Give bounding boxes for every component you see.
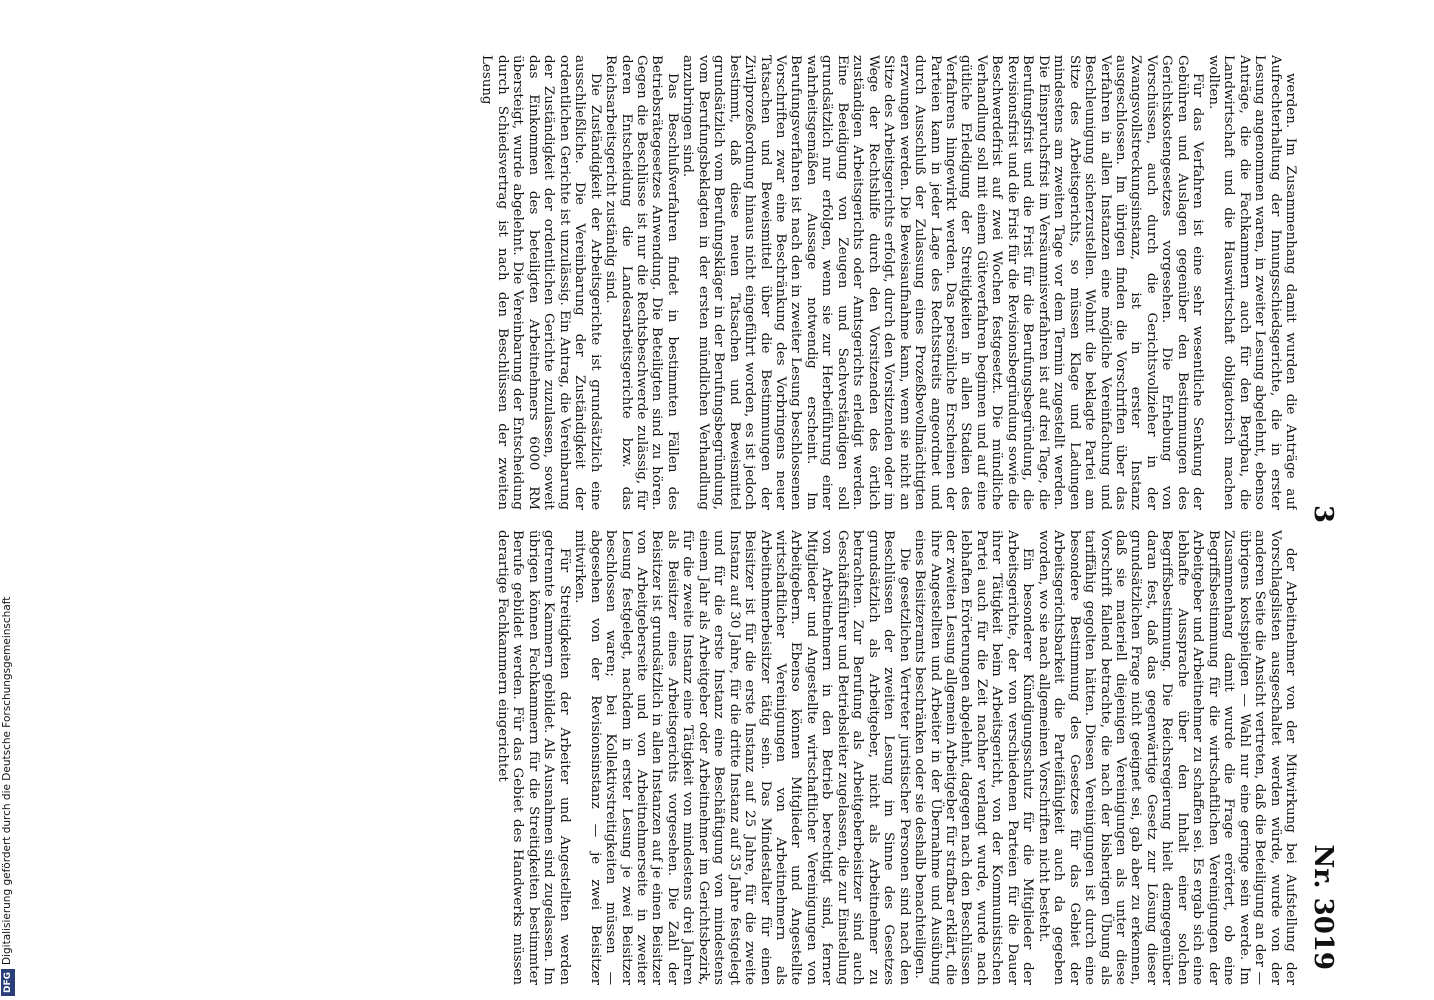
funding-sidebar	[0, 0, 14, 1000]
page-number: 3	[1308, 505, 1338, 524]
funding-note: Digitalisierung gefördert durch die Deutsche Forschungsgemeinschaft	[1, 596, 13, 965]
text-column-right	[128, 55, 1298, 510]
paragraph: Ein besonderer Kündigungsschutz für die Mitglieder der Arbeitsgerichte, der von verschiedenen Parteien für die Dauer ihrer Tätigkeit beim Arbeitsgericht, von der Kommunistischen Partei auch für die Zeit nachher verlangt wurde, wurde nach lebhaften Erörterungen abgelehnt, dagegen nach den Beschlüssen der zweiten Lesung allgemein Arbeitgeber für strafbar erklärt, die ihre Angestellten und Arbeiter in der Übernahme und Ausübung eines Beisitzeramts beschränken oder sie deshalb benachteiligen.	[912, 530, 1036, 985]
page-header	[1300, 55, 1340, 980]
paragraph: Für Streitigkeiten der Arbeiter und Angestellten werden getrennte Kammern gebildet. Als Ausnahmen sind zugelassen. Im übrigen können Fachkammern für die Streitigkeiten bestimmter Berufe gebildet werden. Für das Gebiet des Handwerks müssen derartige Fachkammern eingerichtet	[494, 530, 572, 985]
paragraph: Die Zuständigkeit der Arbeitsgerichte ist grundsätzlich eine ausschließliche. Die Vereinbarung der Zuständigkeit der ordentlichen Gerichte ist unzulässig. Ein Antrag, die Vereinbarung der Zuständigkeit der ordentlichen Gerichte zuzulassen, soweit das Einkommen des beteiligten Arbeitnehmers 6000 RM übersteigt, wurde abgelehnt. Die Vereinbarung der Entscheidung durch Schiedsvertrag ist nach den Beschlüssen der zweiten Lesung	[479, 55, 603, 510]
paragraph: werden. Im Zusammenhang damit wurden die Anträge auf Aufrechterhaltung der Innungsschiedsgerichte, die in erster Lesung angenommen waren, in zweiter Lesung abgelehnt, ebenso Anträge, die die Fachkammern auch für den Bergbau, die Landwirtschaft und die Hauswirtschaft obligatorisch machen wollten.	[1205, 55, 1298, 510]
paragraph: der Arbeitnehmer von der Mitwirkung bei Aufstellung der Vorschlagslisten ausgeschaltet werden würde, wurde von der anderen Seite die Ansicht vertreten, daß die Beteiligung an der — übrigens kostspieligen — Wahl nur eine geringe sein werde. Im Zusammenhang damit wurde die Frage erörtert, ob eine Begriffsbestimmung für die wirtschaftlichen Vereinigungen der Arbeitgeber und Arbeitnehmer zu schaffen sei. Es ergab sich eine lebhafte Aussprache über den Inhalt einer solchen Begriffsbestimmung. Die Reichsregierung hielt demgegenüber daran fest, daß das gegenwärtige Gesetz zur Lösung dieser grundsätzlichen Frage nicht geeignet sei, gab aber zu erkennen, daß sie materiell diejenigen Vereinigungen als unter diese Vorschrift fallend betrachte, die nach der bisherigen Übung als tariffähig gegolten hätten. Diesen Vereinigungen ist durch eine besondere Bestimmung des Gesetzes für das Gebiet der Arbeitsgerichtsbarkeit die Parteifähigkeit auch da gegeben worden, wo sie nach allgemeinen Vorschriften nicht besteht.	[1035, 530, 1298, 985]
scanned-page	[120, 55, 1340, 985]
text-column-left	[128, 530, 1298, 985]
dfg-logo: DFG	[1, 969, 15, 996]
paragraph: Die gesetzlichen Vertreter juristischer Personen sind nach den Beschlüssen der zweiten Lesung im Sinne des Gesetzes grundsätzlich als Arbeitgeber, nicht als Arbeitnehmer zu betrachten. Zur Berufung als Arbeitgeberbeisitzer sind auch Geschäftsführer und Betriebsleiter zugelassen, die zur Einstellung von Arbeitnehmern in den Betrieb berechtigt sind, ferner Mitglieder und Angestellte wirtschaftlicher Vereinigungen von Arbeitgebern. Ebenso können Mitglieder und Angestellte wirtschaftlicher Vereinigungen von Arbeitnehmern als Arbeitnehmerbeisitzer tätig sein. Das Mindestalter für einen Beisitzer ist für die erste Instanz auf 25 Jahre, für die zweite Instanz auf 30 Jahre, für die dritte Instanz auf 35 Jahre festgelegt und für die erste Instanz eine Beschäftigung von mindestens einem Jahr als Arbeitgeber oder Arbeitnehmer im Gerichtsbezirk, für die zweite Instanz eine Tätigkeit von mindestens drei Jahren als Beisitzer eines Arbeitsgerichts vorgesehen. Die Zahl der Beisitzer ist grundsätzlich in allen Instanzen auf je einen Beisitzer von Arbeitgeberseite und von Arbeitnehmerseite in zweiter Lesung festgelegt, nachdem in erster Lesung je zwei Beisitzer beschlossen waren; bei Kollektivstreitigkeiten müssen — abgesehen von der Revisionsinstanz — je zwei Beisitzer mitwirken.	[572, 530, 912, 985]
paragraph: Für das Verfahren ist eine sehr wesentliche Senkung der Gebühren und Auslagen gegenüber den Bestimmungen des Gerichtskostengesetzes vorgesehen. Die Erhebung von Vorschüssen, auch durch die Gerichtsvollzieher in der Zwangsvollstreckungsinstanz, ist in erster Instanz ausgeschlossen. Im übrigen finden die Vorschriften über das Verfahren in allen Instanzen eine mögliche Vereinfachung und Beschleunigung sicherzustellen. Wohnt die beklagte Partei am Sitze des Arbeitsgerichts, so müssen Klage und Ladungen mindestens am zweiten Tage vor dem Termin zugestellt werden. Die Einspruchsfrist im Versäumnisverfahren ist auf drei Tage, die Berufungsfrist und die Frist für die Berufungsbegründung, die Revisionsfrist und die Frist für die Revisionsbegründung sowie die Beschwerdefrist auf zwei Wochen festgesetzt. Die mündliche Verhandlung soll mit einem Güteverfahren beginnen und auf eine gütliche Erledigung der Streitigkeiten in allen Stadien des Verfahrens hingewirkt werden. Das persönliche Erscheinen der Parteien kann in jeder Lage des Rechtsstreits angeordnet und durch Ausschluß der Zulassung eines Prozeßbevollmächtigten erzwungen werden. Die Beweisaufnahme kann, wenn sie nicht an Sitze des Arbeitsgerichts erfolgt, durch den Vorsitzenden oder im Wege der Rechtshilfe durch den Vorsitzenden des örtlich zuständigen Arbeitsgerichts oder Amtsgerichts erledigt werden. Eine Beeidigung von Zeugen und Sachverständigen soll grundsätzlich nur erfolgen, wenn sie zur Herbeiführung einer wahrheitsgemäßen Aussage notwendig erscheint. Im Berufungsverfahren ist nach den in zweiter Lesung beschlossenen Vorschriften zwar eine Beschränkung des Vorbringens neuer Tatsachen und Beweismittel über die Bestimmungen der Zivilprozeßordnung hinaus nicht eingeführt worden, es ist jedoch bestimmt, daß diese neuen Tatsachen und Beweismittel grundsätzlich vom Berufungskläger in der Berufungsbegründung, vom Berufungsbeklagten in der ersten mündlichen Verhandlung anzubringen sind.	[680, 55, 1206, 510]
issue-number: Nr. 3019	[1308, 844, 1338, 970]
paragraph: Das Beschlußverfahren findet in bestimmten Fällen des Betriebsrätegesetzes Anwendung. Die Beteiligten sind zu hören. Gegen die Beschlüsse ist nur die Rechtsbeschwerde zulässig, für deren Entscheidung die Landesarbeitsgerichte bzw. das Reichsarbeitsgericht zuständig sind.	[603, 55, 680, 510]
